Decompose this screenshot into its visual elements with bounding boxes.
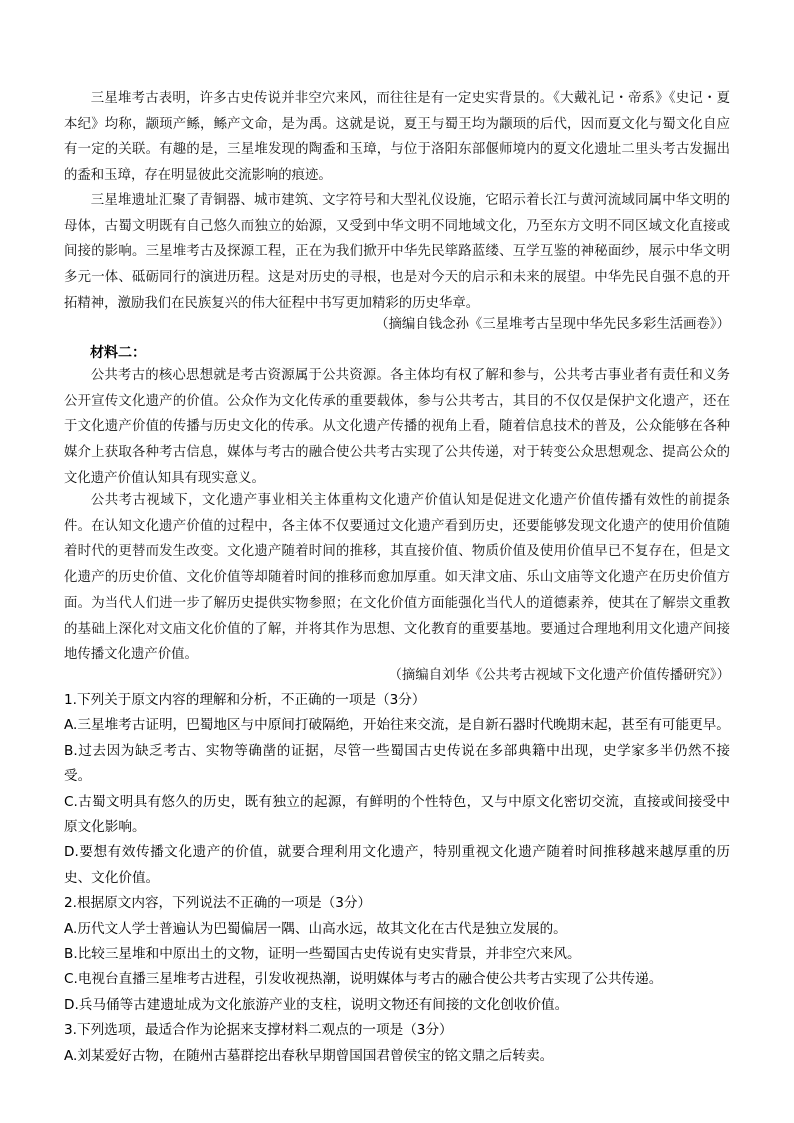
question-1 bbox=[64, 688, 730, 891]
question-list bbox=[64, 688, 730, 1069]
material2-source: （摘编自刘华《公共考古视域下文化遗产价值传播研究》） bbox=[388, 668, 730, 683]
material2-paragraph-1: 公共考古的核心思想就是考古资源属于公共资源。各主体均有权了解和参与，公共考古事业者有责任和义务公开宣传文化遗产的价值。公众作为文化传承的重要载体，参与公共考古，其目的不仅仅是保护文化遗产，还在于文化遗产价值的传播与历史文化的传承。从文化遗产传播的视角上看，随着信息技术的普及，公众能够在各种媒介上获取各种考古信息，媒体与考古的融合使公共考古实现了公共传递，对于转变公众思想观念、提高公众的文化遗产价值认知具有现实意义。 bbox=[64, 368, 730, 486]
option-c: C.古蜀文明具有悠久的历史，既有独立的起源，有鲜明的个性特色，又与中原文化密切交流，直接或间接受中原文化影响。 bbox=[64, 793, 730, 836]
question-2 bbox=[64, 891, 730, 1018]
material1-paragraph-2: 三星堆遗址汇聚了青铜器、城市建筑、文字符号和大型礼仪设施，它昭示着长江与黄河流域同属中华文明的母体，古蜀文明既有自己悠久而独立的始源，又受到中华文明不同地域文化，乃至东方文明不同区域文化直接或间接的影响。三星堆考古及探源工程，正在为我们掀开中华先民筚路蓝缕、互学互鉴的神秘面纱，展示中华文明多元一体、砥砺同行的演进历程。这是对历史的寻根，也是对今天的启示和未来的展望。中华先民自强不息的开拓精神，激励我们在民族复兴的伟大征程中书写更加精彩的历史华章。 bbox=[64, 193, 730, 311]
option-a: A.三星堆考古证明，巴蜀地区与中原间打破隔绝，开始往来交流，是自新石器时代晚期末起，甚至有可能更早。 bbox=[64, 717, 730, 734]
option-b: B.比较三星堆和中原出土的文物，证明一些蜀国古史传说有史实背景，并非空穴来风。 bbox=[64, 946, 581, 963]
option-c: C.电视台直播三星堆考古进程，引发收视热潮，说明媒体与考古的融合使公共考古实现了公共传递。 bbox=[64, 971, 663, 988]
question-stem: 2.根据原文内容，下列说法不正确的一项是（3分） bbox=[64, 895, 372, 912]
question-stem: 3.下列选项，最适合作为论据来支撑材料二观点的一项是（3分） bbox=[64, 1022, 453, 1039]
option-b: B.过去因为缺乏考古、实物等确凿的证据，尽管一些蜀国古史传说在多部典籍中出现，史学家多半仍然不接受。 bbox=[64, 742, 730, 785]
material1-paragraph-1: 三星堆考古表明，许多古史传说并非空穴来风，而往往是有一定史实背景的。《大戴礼记・帝系》《史记・夏本纪》均称，颛顼产鲧，鲧产文命，是为禹。这就是说，夏王与蜀王均为颛顼的后代，因而夏文化与蜀文化自应有一定的关联。有趣的是，三星堆发现的陶盉和玉璋，与位于洛阳东部偃师境内的夏文化遗址二里头考古发掘出的盉和玉璋，存在明显彼此交流影响的痕迹。 bbox=[64, 91, 730, 184]
question-stem: 1.下列关于原文内容的理解和分析，不正确的一项是（3分） bbox=[64, 692, 426, 708]
material2-heading: 材料二： bbox=[90, 345, 146, 361]
option-a: A.刘某爱好古物，在随州古墓群挖出春秋早期曾国国君曾侯宝的铭文鼎之后转卖。 bbox=[64, 1047, 554, 1064]
question-3 bbox=[64, 1018, 730, 1069]
option-a: A.历代文人学士普遍认为巴蜀偏居一隅、山高水远，故其文化在古代是独立发展的。 bbox=[64, 920, 567, 937]
material2-paragraph-2: 公共考古视域下，文化遗产事业相关主体重构文化遗产价值认知是促进文化遗产价值传播有效性的前提条件。在认知文化遗产价值的过程中，各主体不仅要通过文化遗产看到历史，还要能够发现文化遗产的使用价值随着时代的更替而发生改变。文化遗产随着时间的推移，其直接价值、物质价值及使用价值早已不复存在，但是文化遗产的历史价值、文化价值等却随着时间的推移而愈加厚重。如天津文庙、乐山文庙等文化遗产在历史价值方面。为当代人们进一步了解历史提供实物参照；在文化价值方面能强化当代人的道德素养，使其在了解崇文重教的基础上深化对文庙文化价值的了解，并将其作为思想、文化教育的重要基地。要通过合理地利用文化遗产间接地传播文化遗产价值。 bbox=[64, 493, 730, 663]
option-d: D.兵马俑等古建遗址成为文化旅游产业的支柱，说明文物还有间接的文化创收价值。 bbox=[64, 996, 569, 1013]
material1-source: （摘编自钱念孙《三星堆考古呈现中华先民多彩生活画卷》） bbox=[375, 317, 730, 332]
option-d: D.要想有效传播文化遗产的价值，就要合理利用文化遗产，特别重视文化遗产随着时间推移越来越厚重的历史、文化价值。 bbox=[64, 844, 730, 886]
